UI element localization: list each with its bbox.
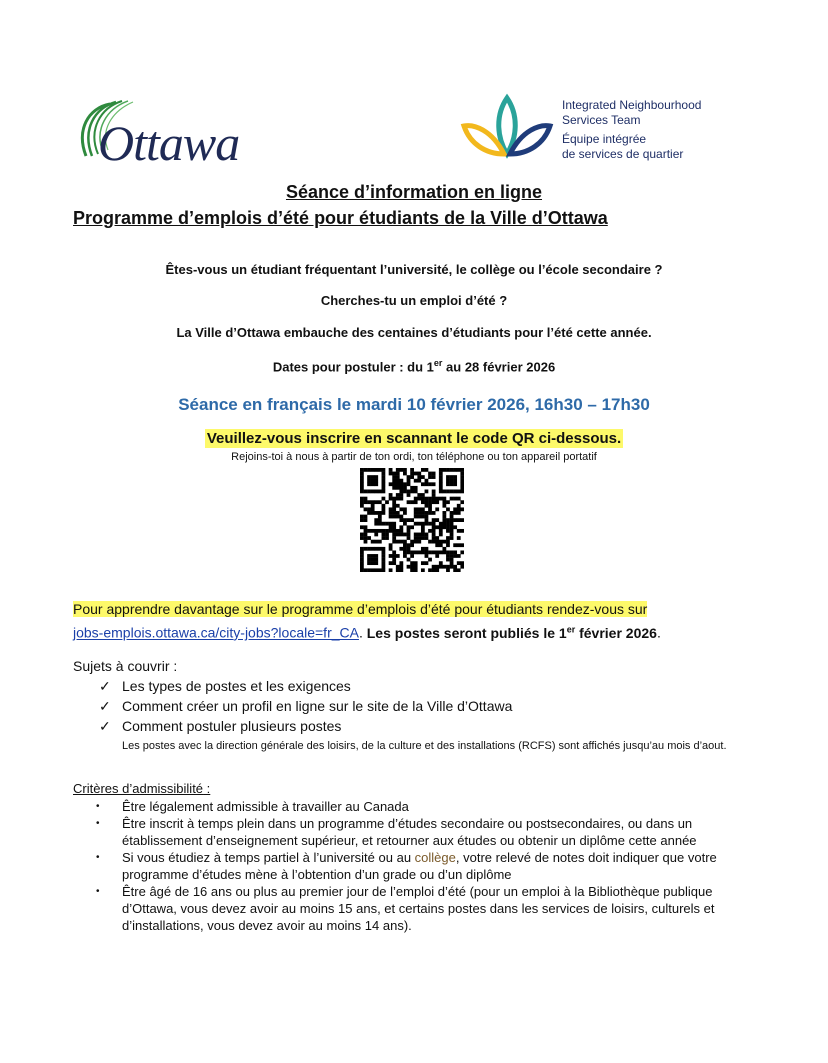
qr-code-icon[interactable]: [360, 468, 464, 572]
question-student: Êtes-vous un étudiant fréquentant l’université, le collège ou l’école secondaire ?: [165, 262, 663, 277]
bullet-icon: •: [96, 852, 100, 863]
list-item: ✓ Comment créer un profil en ligne sur le site de la Ville d’Ottawa: [99, 698, 513, 714]
checkmark-icon: ✓: [99, 718, 111, 734]
list-item: • Si vous étudiez à temps partiel à l’université ou au collège, votre relevé de notes doit indiquer que votre programme d’études mène à l’obtention d’un grade ou d’un diplôme: [96, 850, 717, 882]
posting-date: Les postes seront publiés le 1er février 2026: [362, 624, 657, 641]
checkmark-icon: ✓: [99, 698, 111, 714]
insq-line: de services de quartier: [562, 147, 684, 161]
eligibility-heading: Critères d’admissibilité :: [73, 781, 211, 796]
jobs-link[interactable]: jobs-emplois.ottawa.ca/city-jobs?locale=fr_CA: [73, 624, 359, 641]
insq-logo: [460, 90, 730, 180]
insq-line: Integrated Neighbourhood: [562, 98, 702, 112]
bullet-icon: •: [96, 801, 100, 812]
bullet-icon: •: [96, 818, 100, 829]
learn-more-paragraph: Pour apprendre davantage sur le programme d’emplois d’été pour étudiants rendez-vous sur jobs-emplois.ottawa.ca/city-jobs?locale=fr_CA. Les postes seront publiés le 1er février 2026.: [73, 601, 661, 641]
join-note: Rejoins-toi à nous à partir de ton ordi, ton téléphone ou ton appareil portatif: [231, 451, 597, 463]
bullet-icon: •: [96, 886, 100, 897]
page-subtitle: Programme d’emplois d’été pour étudiants de la Ville d’Ottawa: [73, 208, 608, 228]
insq-line: Services Team: [562, 113, 641, 127]
checkmark-icon: ✓: [99, 678, 111, 694]
hiring-statement: La Ville d’Ottawa embauche des centaines d’étudiants pour l’été cette année.: [176, 325, 652, 340]
rcfs-note: Les postes avec la direction générale des loisirs, de la culture et des installations (RCFS) sont affichés jusqu’au mois d’aout.: [122, 740, 727, 752]
learn-more-text: Pour apprendre davantage sur le programme d’emplois d’été pour étudiants rendez-vous sur: [73, 601, 648, 617]
leaf-icon: [460, 90, 555, 180]
list-item: • Être légalement admissible à travailler au Canada: [96, 799, 409, 814]
list-item: • Être inscrit à temps plein dans un programme d’études secondaire ou postsecondaires, ou dans un établissement d’enseignement supérieur, et retourner aux études ou obtenir un diplôme cette année: [96, 816, 697, 848]
insq-line: Équipe intégrée: [562, 132, 647, 146]
ottawa-logo: [70, 96, 260, 171]
topics-heading: Sujets à couvrir :: [73, 658, 178, 674]
list-item: ✓ Comment postuler plusieurs postes: [99, 718, 342, 734]
question-job: Cherches-tu un emploi d’été ?: [320, 293, 508, 308]
session-info: Séance en français le mardi 10 février 2026, 16h30 – 17h30: [178, 395, 650, 414]
register-instruction: Veuillez-vous inscrire en scannant le code QR ci-dessous.: [206, 430, 622, 447]
application-dates: Dates pour postuler : du 1er au 28 février 2026: [272, 358, 556, 375]
eligibility-section: [73, 780, 763, 934]
topics-section: [73, 656, 773, 754]
page-title: Séance d’information en ligne: [285, 182, 543, 202]
list-item: • Être âgé de 16 ans ou plus au premier jour de l’emploi d’été (pour un emploi à la Bibliothèque publique d’Ottawa, vous devez avoir au moins 15 ans, et certains postes dans les services de loisirs, culturels et d’installations, vous devez avoir au moins 14 ans).: [96, 884, 715, 933]
list-item: ✓ Les types de postes et les exigences: [99, 678, 351, 694]
ottawa-wordmark: Ottawa: [98, 115, 240, 171]
insq-logo-text: [562, 98, 701, 162]
